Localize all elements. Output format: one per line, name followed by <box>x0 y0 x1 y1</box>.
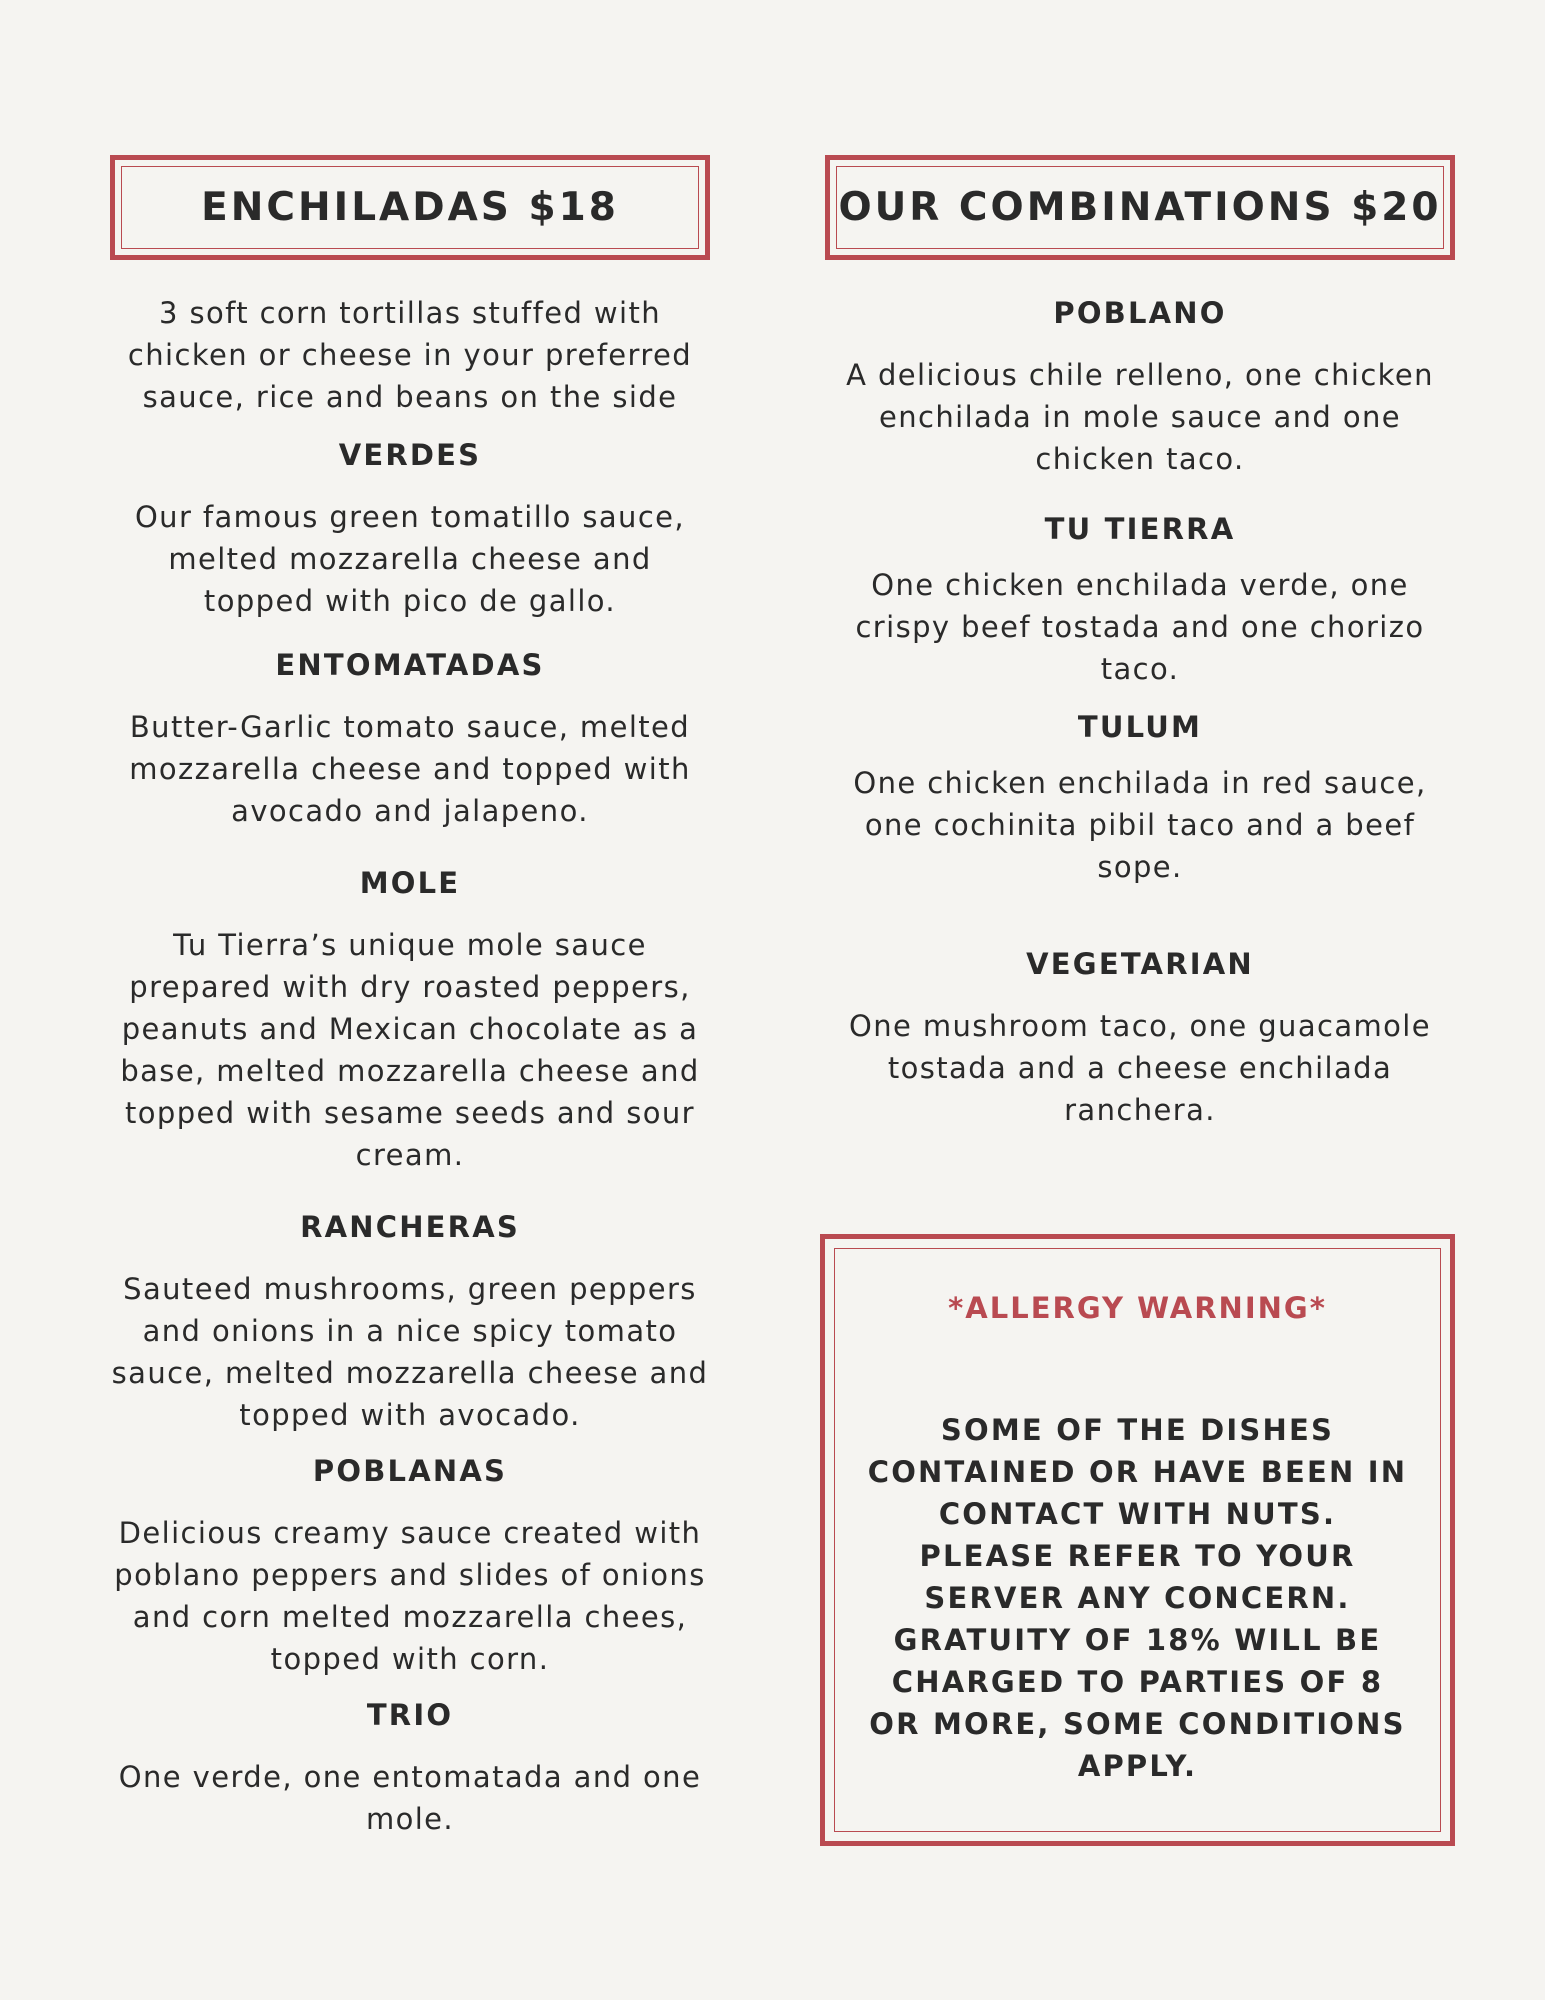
combo-desc-tulum: One chicken enchilada in red sauce, one cochinita pibil taco and a beef sope. <box>853 766 1427 884</box>
gratuity-notice: GRATUITY OF 18% WILL BE CHARGED TO PARTIES OF 8 OR MORE, SOME CONDITIONS APPLY. <box>869 1623 1406 1783</box>
combo-desc-poblano: A delicious chile relleno, one chicken enchilada in mole sauce and one chicken taco. <box>846 358 1434 476</box>
combo-name-tu-tierra: TU TIERRA <box>1044 512 1236 546</box>
allergy-warning-title: *ALLERGY WARNING* <box>948 1291 1327 1325</box>
menu-item-desc-verdes: Our famous green tomatillo sauce, melted mozzarella cheese and topped with pico de gallo. <box>134 500 686 618</box>
menu-item-desc-mole: Tu Tierra’s unique mole sauce prepared with dry roasted peppers, peanuts and Mexican chocolate as a base, melted mozzarella cheese and topped with sesame seeds and sour cream. <box>120 928 700 1172</box>
allergy-notice: SOME OF THE DISHES CONTAINED OR HAVE BEEN IN CONTACT WITH NUTS. PLEASE REFER TO YOUR SERVER ANY CONCERN. <box>867 1413 1408 1615</box>
enchiladas-title: ENCHILADAS $18 <box>201 185 619 230</box>
menu-item-desc-entomatadas: Butter-Garlic tomato sauce, melted mozzarella cheese and topped with avocado and jalapeno. <box>129 710 691 828</box>
combo-desc-tu-tierra: One chicken enchilada verde, one crispy beef tostada and one chorizo taco. <box>855 568 1425 686</box>
allergy-warning-box <box>820 1234 1455 1846</box>
menu-item-name-poblanas: POBLANAS <box>312 1454 508 1488</box>
menu-item-name-entomatadas: ENTOMATADAS <box>275 648 545 682</box>
menu-item-desc-trio: One verde, one entomatada and one mole. <box>118 1760 702 1836</box>
combinations-section <box>825 155 1455 1159</box>
combinations-title-frame <box>825 155 1455 260</box>
enchiladas-intro: 3 soft corn tortillas stuffed with chicken or cheese in your preferred sauce, rice and beans on the side <box>127 296 693 414</box>
menu-item-name-mole: MOLE <box>359 866 461 900</box>
menu-item-name-verdes: VERDES <box>338 438 482 472</box>
menu-item-desc-rancheras: Sauteed mushrooms, green peppers and onions in a nice spicy tomato sauce, melted mozzarella cheese and topped with avocado. <box>111 1272 709 1432</box>
combo-name-tulum: TULUM <box>1077 710 1203 744</box>
combinations-title: OUR COMBINATIONS $20 <box>838 185 1442 230</box>
combo-name-poblano: POBLANO <box>1053 296 1227 330</box>
enchiladas-section <box>110 155 710 1862</box>
enchiladas-title-frame <box>110 155 710 260</box>
combo-name-vegetarian: VEGETARIAN <box>1026 947 1254 981</box>
combo-desc-vegetarian: One mushroom taco, one guacamole tostada and a cheese enchilada ranchera. <box>848 1009 1432 1127</box>
menu-item-desc-poblanas: Delicious creamy sauce created with poblano peppers and slides of onions and corn melted mozzarella chees, topped with corn. <box>114 1516 706 1676</box>
menu-item-name-rancheras: RANCHERAS <box>300 1210 520 1244</box>
menu-item-name-trio: TRIO <box>366 1698 454 1732</box>
